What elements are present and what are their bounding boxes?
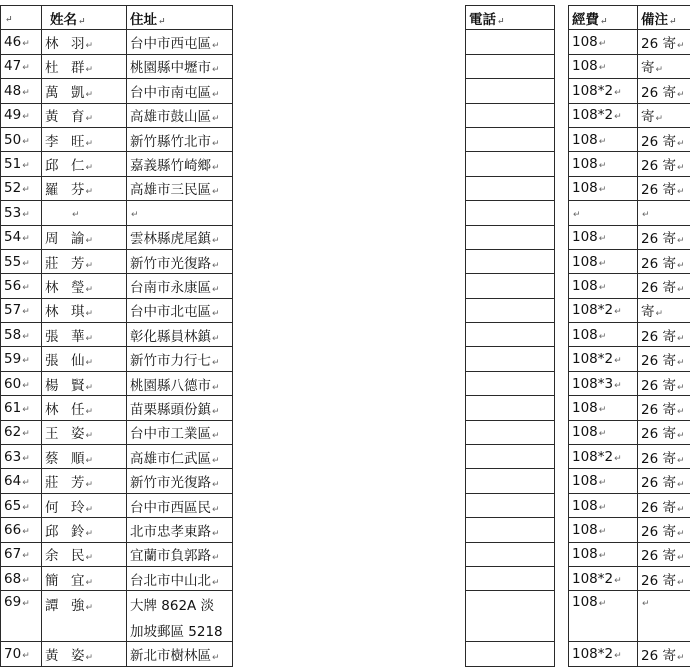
table-row bbox=[1, 347, 690, 371]
name-cell: 譚 強↵ bbox=[42, 591, 127, 642]
table-row bbox=[1, 79, 690, 103]
address-cell: 宜蘭市負郭路↵ bbox=[127, 542, 233, 566]
name-cell: 李 旺↵ bbox=[42, 127, 127, 151]
address-cell: 新竹市光復路↵ bbox=[127, 249, 233, 273]
address-cell: 台中市西區民↵ bbox=[127, 493, 233, 517]
note-cell: 26 寄↵ bbox=[638, 420, 690, 444]
note-cell: 26 寄↵ bbox=[638, 176, 690, 200]
fee-cell: 108*3↵ bbox=[569, 371, 638, 395]
fee-cell: 108*2↵ bbox=[569, 103, 638, 127]
address-cell: 北市忠孝東路↵ bbox=[127, 518, 233, 542]
note-cell: 26 寄↵ bbox=[638, 249, 690, 273]
name-cell: 莊 芳↵ bbox=[42, 469, 127, 493]
name-cell: 邱 鈴↵ bbox=[42, 518, 127, 542]
address-gap bbox=[233, 103, 466, 127]
table-row bbox=[1, 298, 690, 322]
name-cell: 羅 芬↵ bbox=[42, 176, 127, 200]
address-gap bbox=[233, 493, 466, 517]
phone-cell bbox=[466, 493, 555, 517]
address-cell: ↵ bbox=[127, 201, 233, 225]
note-cell: 26 寄↵ bbox=[638, 493, 690, 517]
fee-cell: 108↵ bbox=[569, 152, 638, 176]
row-number: 67↵ bbox=[1, 542, 42, 566]
address-cell: 苗栗縣頭份鎮↵ bbox=[127, 396, 233, 420]
fee-header: 經費↵ bbox=[569, 6, 638, 30]
phone-cell bbox=[466, 30, 555, 54]
address-cell: 雲林縣虎尾鎮↵ bbox=[127, 225, 233, 249]
phone-gap bbox=[555, 493, 569, 517]
note-cell: 26 寄↵ bbox=[638, 347, 690, 371]
table-row bbox=[1, 469, 690, 493]
table-row bbox=[1, 201, 690, 225]
row-number: 57↵ bbox=[1, 298, 42, 322]
fee-cell: 108*2↵ bbox=[569, 347, 638, 371]
note-cell: 寄↵ bbox=[638, 298, 690, 322]
phone-cell bbox=[466, 225, 555, 249]
phone-gap bbox=[555, 30, 569, 54]
table-row bbox=[1, 493, 690, 517]
address-gap bbox=[233, 469, 466, 493]
table-row bbox=[1, 152, 690, 176]
address-gap bbox=[233, 566, 466, 590]
address-cell: 彰化縣員林鎮↵ bbox=[127, 323, 233, 347]
row-number: 63↵ bbox=[1, 445, 42, 469]
fee-cell: 108↵ bbox=[569, 469, 638, 493]
phone-cell bbox=[466, 54, 555, 78]
table-row bbox=[1, 30, 690, 54]
note-cell: 26 寄↵ bbox=[638, 323, 690, 347]
note-cell: 26 寄↵ bbox=[638, 518, 690, 542]
note-cell: 26 寄↵ bbox=[638, 566, 690, 590]
address-gap bbox=[233, 176, 466, 200]
address-cell: 桃園縣中壢市↵ bbox=[127, 54, 233, 78]
table-row bbox=[1, 566, 690, 590]
phone-gap bbox=[555, 103, 569, 127]
note-cell: ↵ bbox=[638, 201, 690, 225]
note-cell: 26 寄↵ bbox=[638, 469, 690, 493]
phone-gap bbox=[555, 127, 569, 151]
address-gap bbox=[233, 152, 466, 176]
phone-cell bbox=[466, 347, 555, 371]
fee-cell: 108↵ bbox=[569, 54, 638, 78]
address-header: 住址↵ bbox=[127, 6, 233, 30]
note-cell: 26 寄↵ bbox=[638, 152, 690, 176]
phone-cell bbox=[466, 249, 555, 273]
name-cell: 杜 群↵ bbox=[42, 54, 127, 78]
phone-gap bbox=[555, 323, 569, 347]
address-gap bbox=[233, 518, 466, 542]
phone-gap bbox=[555, 298, 569, 322]
note-cell: 26 寄↵ bbox=[638, 127, 690, 151]
address-cell: 新竹市力行七↵ bbox=[127, 347, 233, 371]
address-cell: 新北市樹林區↵ bbox=[127, 642, 233, 666]
name-cell: 黃 姿↵ bbox=[42, 642, 127, 666]
num-header: ↵ bbox=[1, 6, 42, 30]
address-cell: 台中市南屯區↵ bbox=[127, 79, 233, 103]
phone-cell bbox=[466, 469, 555, 493]
name-cell: ↵ bbox=[42, 201, 127, 225]
address-gap bbox=[233, 591, 466, 642]
fee-cell: 108↵ bbox=[569, 493, 638, 517]
phone-cell bbox=[466, 176, 555, 200]
address-cell: 台中市工業區↵ bbox=[127, 420, 233, 444]
name-cell: 林 琪↵ bbox=[42, 298, 127, 322]
row-number: 48↵ bbox=[1, 79, 42, 103]
phone-cell bbox=[466, 420, 555, 444]
name-cell: 張 華↵ bbox=[42, 323, 127, 347]
table-row bbox=[1, 396, 690, 420]
fee-cell: 108↵ bbox=[569, 420, 638, 444]
fee-cell: 108*2↵ bbox=[569, 445, 638, 469]
phone-cell bbox=[466, 298, 555, 322]
fee-cell: 108*2↵ bbox=[569, 298, 638, 322]
note-cell: 26 寄↵ bbox=[638, 642, 690, 666]
name-cell: 林 羽↵ bbox=[42, 30, 127, 54]
phone-gap bbox=[555, 542, 569, 566]
note-cell: 26 寄↵ bbox=[638, 396, 690, 420]
phone-header: 電話↵ bbox=[466, 6, 555, 30]
address-gap bbox=[233, 347, 466, 371]
address-cell: 桃園縣八德市↵ bbox=[127, 371, 233, 395]
row-number: 58↵ bbox=[1, 323, 42, 347]
address-gap bbox=[233, 201, 466, 225]
fee-cell: ↵ bbox=[569, 201, 638, 225]
phone-gap bbox=[555, 591, 569, 642]
phone-gap bbox=[555, 371, 569, 395]
phone-cell bbox=[466, 591, 555, 642]
note-header: 備注↵ bbox=[638, 6, 690, 30]
note-cell: 寄↵ bbox=[638, 54, 690, 78]
address-cell: 大牌 862A 淡 加坡郵區 5218 bbox=[127, 591, 233, 642]
name-cell: 莊 芳↵ bbox=[42, 249, 127, 273]
note-cell: 26 寄↵ bbox=[638, 445, 690, 469]
fee-cell: 108↵ bbox=[569, 225, 638, 249]
address-gap bbox=[233, 30, 466, 54]
table-row bbox=[1, 54, 690, 78]
phone-cell bbox=[466, 323, 555, 347]
phone-cell bbox=[466, 542, 555, 566]
phone-gap bbox=[555, 54, 569, 78]
fee-cell: 108↵ bbox=[569, 30, 638, 54]
row-number: 68↵ bbox=[1, 566, 42, 590]
row-number: 55↵ bbox=[1, 249, 42, 273]
row-number: 64↵ bbox=[1, 469, 42, 493]
row-number: 47↵ bbox=[1, 54, 42, 78]
phone-cell bbox=[466, 103, 555, 127]
address-gap bbox=[233, 6, 466, 30]
phone-cell bbox=[466, 152, 555, 176]
row-number: 50↵ bbox=[1, 127, 42, 151]
note-cell: 26 寄↵ bbox=[638, 371, 690, 395]
phone-cell bbox=[466, 518, 555, 542]
phone-cell bbox=[466, 445, 555, 469]
address-gap bbox=[233, 225, 466, 249]
phone-gap bbox=[555, 469, 569, 493]
note-cell: 寄↵ bbox=[638, 103, 690, 127]
address-gap bbox=[233, 127, 466, 151]
table-row bbox=[1, 445, 690, 469]
note-cell: 26 寄↵ bbox=[638, 542, 690, 566]
fee-cell: 108↵ bbox=[569, 274, 638, 298]
fee-cell: 108*2↵ bbox=[569, 642, 638, 666]
address-gap bbox=[233, 642, 466, 666]
name-cell: 楊 賢↵ bbox=[42, 371, 127, 395]
phone-gap bbox=[555, 6, 569, 30]
fee-cell: 108↵ bbox=[569, 249, 638, 273]
address-gap bbox=[233, 274, 466, 298]
phone-gap bbox=[555, 566, 569, 590]
table-row bbox=[1, 249, 690, 273]
name-cell: 蔡 順↵ bbox=[42, 445, 127, 469]
phone-gap bbox=[555, 274, 569, 298]
row-number: 51↵ bbox=[1, 152, 42, 176]
fee-cell: 108↵ bbox=[569, 542, 638, 566]
address-gap bbox=[233, 298, 466, 322]
row-number: 46↵ bbox=[1, 30, 42, 54]
name-cell: 張 仙↵ bbox=[42, 347, 127, 371]
name-header: 姓名↵ bbox=[42, 6, 127, 30]
phone-cell bbox=[466, 201, 555, 225]
name-cell: 周 諭↵ bbox=[42, 225, 127, 249]
row-number: 65↵ bbox=[1, 493, 42, 517]
name-cell: 簡 宜↵ bbox=[42, 566, 127, 590]
phone-cell bbox=[466, 371, 555, 395]
address-gap bbox=[233, 79, 466, 103]
phone-cell bbox=[466, 566, 555, 590]
address-cell: 新竹市光復路↵ bbox=[127, 469, 233, 493]
address-gap bbox=[233, 323, 466, 347]
name-cell: 余 民↵ bbox=[42, 542, 127, 566]
phone-gap bbox=[555, 176, 569, 200]
name-cell: 黃 育↵ bbox=[42, 103, 127, 127]
row-number: 61↵ bbox=[1, 396, 42, 420]
row-number: 60↵ bbox=[1, 371, 42, 395]
address-cell: 新竹縣竹北市↵ bbox=[127, 127, 233, 151]
table-row bbox=[1, 591, 690, 642]
address-cell: 高雄市鼓山區↵ bbox=[127, 103, 233, 127]
row-number: 66↵ bbox=[1, 518, 42, 542]
fee-cell: 108↵ bbox=[569, 127, 638, 151]
note-cell: 26 寄↵ bbox=[638, 79, 690, 103]
table-row bbox=[1, 225, 690, 249]
address-cell: 台南市永康區↵ bbox=[127, 274, 233, 298]
table-row bbox=[1, 642, 690, 666]
fee-cell: 108↵ bbox=[569, 176, 638, 200]
row-number: 56↵ bbox=[1, 274, 42, 298]
name-cell: 萬 凱↵ bbox=[42, 79, 127, 103]
address-gap bbox=[233, 542, 466, 566]
address-gap bbox=[233, 54, 466, 78]
table-row bbox=[1, 420, 690, 444]
phone-gap bbox=[555, 79, 569, 103]
name-cell: 何 玲↵ bbox=[42, 493, 127, 517]
phone-gap bbox=[555, 518, 569, 542]
fee-cell: 108*2↵ bbox=[569, 79, 638, 103]
address-gap bbox=[233, 396, 466, 420]
table-row bbox=[1, 542, 690, 566]
fee-cell: 108↵ bbox=[569, 396, 638, 420]
table-row bbox=[1, 518, 690, 542]
row-number: 70↵ bbox=[1, 642, 42, 666]
address-cell: 台中市西屯區↵ bbox=[127, 30, 233, 54]
fee-cell: 108*2↵ bbox=[569, 566, 638, 590]
phone-gap bbox=[555, 347, 569, 371]
row-number: 53↵ bbox=[1, 201, 42, 225]
address-cell: 嘉義縣竹崎鄉↵ bbox=[127, 152, 233, 176]
phone-gap bbox=[555, 249, 569, 273]
table-row bbox=[1, 371, 690, 395]
row-number: 49↵ bbox=[1, 103, 42, 127]
phone-cell bbox=[466, 79, 555, 103]
note-cell: 26 寄↵ bbox=[638, 30, 690, 54]
row-number: 69↵ bbox=[1, 591, 42, 642]
name-cell: 邱 仁↵ bbox=[42, 152, 127, 176]
row-number: 59↵ bbox=[1, 347, 42, 371]
row-number: 62↵ bbox=[1, 420, 42, 444]
row-number: 54↵ bbox=[1, 225, 42, 249]
address-gap bbox=[233, 445, 466, 469]
table-row bbox=[1, 176, 690, 200]
address-cell: 台北市中山北↵ bbox=[127, 566, 233, 590]
address-gap bbox=[233, 420, 466, 444]
address-cell: 台中市北屯區↵ bbox=[127, 298, 233, 322]
address-gap bbox=[233, 371, 466, 395]
member-table bbox=[0, 5, 690, 667]
phone-cell bbox=[466, 396, 555, 420]
address-cell: 高雄市仁武區↵ bbox=[127, 445, 233, 469]
address-cell: 高雄市三民區↵ bbox=[127, 176, 233, 200]
phone-gap bbox=[555, 642, 569, 666]
fee-cell: 108↵ bbox=[569, 591, 638, 642]
phone-cell bbox=[466, 127, 555, 151]
fee-cell: 108↵ bbox=[569, 518, 638, 542]
row-number: 52↵ bbox=[1, 176, 42, 200]
address-gap bbox=[233, 249, 466, 273]
phone-cell bbox=[466, 274, 555, 298]
fee-cell: 108↵ bbox=[569, 323, 638, 347]
phone-gap bbox=[555, 420, 569, 444]
note-cell: 26 寄↵ bbox=[638, 274, 690, 298]
phone-gap bbox=[555, 225, 569, 249]
table-row bbox=[1, 127, 690, 151]
note-cell: ↵ bbox=[638, 591, 690, 642]
phone-gap bbox=[555, 396, 569, 420]
name-cell: 王 姿↵ bbox=[42, 420, 127, 444]
note-cell: 26 寄↵ bbox=[638, 225, 690, 249]
header-row bbox=[1, 6, 690, 30]
phone-cell bbox=[466, 642, 555, 666]
table-row bbox=[1, 103, 690, 127]
name-cell: 林 任↵ bbox=[42, 396, 127, 420]
table-row bbox=[1, 323, 690, 347]
phone-gap bbox=[555, 201, 569, 225]
name-cell: 林 瑩↵ bbox=[42, 274, 127, 298]
table-row bbox=[1, 274, 690, 298]
phone-gap bbox=[555, 445, 569, 469]
phone-gap bbox=[555, 152, 569, 176]
